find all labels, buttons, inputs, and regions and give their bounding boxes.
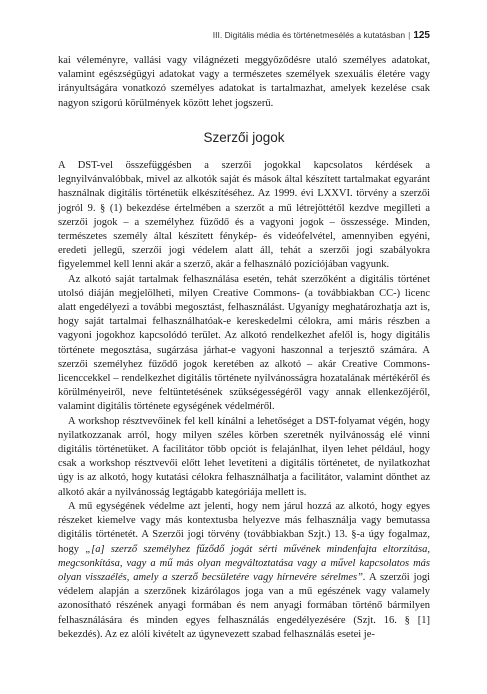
paragraph-4	[58, 500, 430, 642]
running-title: III. Digitális média és történetmesélés a kutatásban	[212, 30, 406, 40]
running-header	[58, 30, 430, 41]
continuation-paragraph: kai véleményre, vallási vagy világnézeti meggyőződésre utaló személyes adatokat, valamint egészségügyi adatokat vagy a természetes személyek szexuális életére vagy irányultságára vonatkozó személyes adatokat is tartalmazhat, amelyek kezelése csak nagyon szigorú körülmények között lehet jogszerű.	[58, 55, 430, 109]
paragraph-4-start: A mű egységének védelme azt jelenti, hogy nem járul hozzá az alkotó, hogy egyes részeket kiemelve vagy más kontextusba helyezve más felhasználja vagy bemutassa digitális történetét. A Szerzői jogi törvény (továbbiakban Szjt.) 13. §-a úgy fogalmaz, hogy	[58, 500, 430, 555]
law-quote: „[a] szerző személyhez fűződő jogát sérti művének mindenfajta eltorzítása, megcsonkítása, vagy a mű más olyan megváltoztatása vagy a művel kapcsolatos más olyan visszaélés, amely a szerző becsületére vagy hírnevére sérelmes”.	[58, 543, 431, 583]
section-heading: Szerzői jogok	[203, 129, 285, 145]
paragraph-4-end: A szerzői jogi védelem alapján a szerzőnek kizárólagos joga van a mű egészének vagy valamely azonosítható részének anyagi formában és nem anyagi formában történő bármilyen felhasználására és minden egyes felhasználás engedélyezésére (Szjt. 16. § [1] bekezdés). Az ez alóli kivételt az úgynevezett szabad felhasználás esetei je-	[58, 571, 430, 640]
paragraph-1: A DST-vel összefüggésben a szerzői jogokkal kapcsolatos kérdések a legnyilvánvalóbbak, mivel az alkotók saját és mások által készített tartalmakat egyaránt használnak digitális történetük elkészítéséhez. Az 1999. évi LXXVI. törvény a szerzői jogról 9. § (1) bekezdése értelmében a szerzőt a mű létrejöttétől kezdve megilleti a szerzői jogok – a személyhez fűződő és a vagyoni jogok – összessége. Minden, természetes személy által készített fénykép- és videófelvétel, amennyiben egyéni, eredeti jellegű, szerzői jogi védelem alatt áll, tehát a szerzői jogi szabályokra figyelemmel kell lenni akár a szerző, akár a felhasználó pozíciójában vagyunk.	[58, 160, 430, 271]
paragraph-2: Az alkotó saját tartalmak felhasználása esetén, tehát szerzőként a digitális történet utolsó diáján megjelölheti, milyen Creative Commons- (a továbbiakban CC-) licenc alatt engedélyezi a további megosztást, felhasználást. Ugyanígy meghatározhatja azt is, hogy saját tartalmai felhasználhatóak-e kereskedelmi célokra, ami máris részben a vagyoni jogokhoz kapcsolódó terület. Az alkotó rendelkezhet afelől is, hogy digitális története megosztása, sugárzása járhat-e vagyoni haszonnal a terjesztő számára. A szerzői személyhez fűződő jogok keretében az alkotó – akár Creative Commons-licenccekkel – rendelkezhet digitális története nyilvánosságra hozatalának mértékéről és körülményeiről, neve feltüntetésének szükségességéről vagy annak ellenkezőjéről, valamint digitális története egységének védelméről.	[58, 273, 430, 413]
page-number: 125	[413, 30, 430, 41]
header-separator: |	[408, 30, 411, 40]
paragraph-3: A workshop résztvevőinek fel kell kínálni a lehetőséget a DST-folyamat végén, hogy nyilatkozzanak arról, hogy milyen széles körben szeretnék nyilvánosság elé vinni digitális történetüket. A facilitátor több opciót is felajánlhat, ilyen lehet például, hogy csak a workshop résztvevői előtt lehet levetíteni a digitális történetet, de nyilatkozhat úgy is az alkotó, hogy kutatási célokra felhasználhatja a facilitátor, valamint dönthet az alkotó akár a nyilvánosság legtágabb kategóriája mellett is.	[58, 415, 430, 498]
page-body	[58, 54, 430, 642]
